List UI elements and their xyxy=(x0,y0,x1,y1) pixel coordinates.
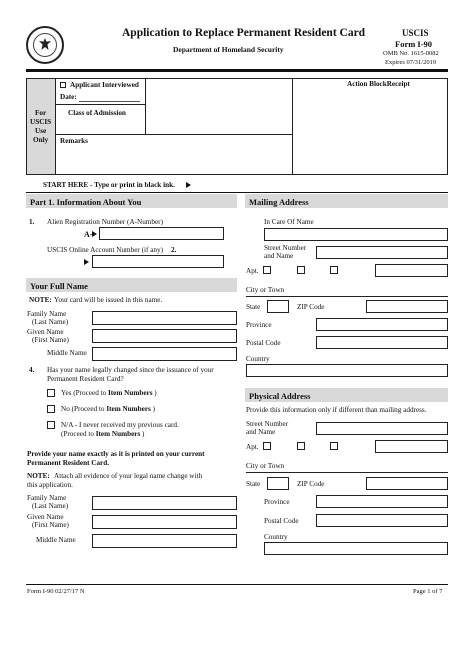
form-number: Form I-90 xyxy=(395,39,433,49)
name-change-question-1: Has your name legally changed since the issuance of your xyxy=(47,366,214,374)
mail-province-label: Province xyxy=(246,321,272,329)
family-name2-input[interactable] xyxy=(92,496,237,510)
name-note-text: Your card will be issued in this name. xyxy=(54,296,163,304)
yes-option-text: Yes (Proceed to xyxy=(61,389,107,397)
middle-name2-input[interactable] xyxy=(92,534,237,548)
a-number-prefix: A- xyxy=(84,230,93,239)
name-change-yes-checkbox[interactable] xyxy=(47,389,55,397)
uscis-side-label-1: For xyxy=(35,109,47,117)
note2-label: NOTE: xyxy=(27,472,50,480)
mail-apt-label: Apt. xyxy=(246,267,259,275)
yes-option-close: ) xyxy=(154,389,157,397)
online-account-input[interactable] xyxy=(92,255,224,268)
item4-number: 4. xyxy=(29,366,35,374)
physical-address-heading-text: Physical Address xyxy=(249,391,311,401)
mail-state-select[interactable] xyxy=(267,300,289,313)
provide-name-instruction-2: Permanent Resident Card. xyxy=(27,459,110,467)
dhs-seal-logo xyxy=(26,26,64,64)
page-number: Page 1 of 7 xyxy=(413,588,443,595)
phys-flr-checkbox[interactable] xyxy=(330,442,338,450)
phys-city-label: City or Town xyxy=(246,462,285,470)
na-option-line2 xyxy=(61,431,144,438)
a-number-label: Alien Registration Number (A-Number) xyxy=(47,218,163,226)
provide-name-instruction-1: Provide your name exactly as it is printed on your current xyxy=(27,450,205,458)
department-name: Department of Homeland Security xyxy=(173,45,284,54)
given-name-label: Given Name xyxy=(27,328,64,336)
note-label: NOTE: xyxy=(29,296,52,304)
mail-street-input[interactable] xyxy=(316,246,448,259)
form-title: Application to Replace Permanent Resident Card xyxy=(122,27,366,39)
divider xyxy=(55,134,292,135)
mail-zip-input[interactable] xyxy=(366,300,448,313)
applicant-interviewed-checkbox[interactable] xyxy=(60,82,66,88)
divider xyxy=(55,104,145,105)
phys-zip-label: ZIP Code xyxy=(297,480,325,488)
phys-postal-label: Postal Code xyxy=(264,517,299,525)
uscis-side-label-4: Only xyxy=(33,136,49,144)
legal-name-note-1: Attach all evidence of your legal name change with xyxy=(54,472,203,480)
mail-postal-input[interactable] xyxy=(316,336,448,349)
applicant-interviewed-label: Applicant Interviewed xyxy=(70,81,139,89)
na-option-text: (Proceed to xyxy=(61,430,94,438)
middle-name2-label: Middle Name xyxy=(36,536,76,544)
a-number-input[interactable] xyxy=(99,227,224,240)
family-name2-sublabel: (Last Name) xyxy=(32,502,69,510)
na-option-item-ref: Item Numbers xyxy=(95,430,141,438)
name-change-no-checkbox[interactable] xyxy=(47,405,55,413)
mail-zip-label: ZIP Code xyxy=(297,303,325,311)
form-edition: Form I-90 02/27/17 N xyxy=(27,588,85,595)
mail-city-label: City or Town xyxy=(246,286,285,294)
physical-address-note: Provide this information only if different than mailing address. xyxy=(246,406,427,414)
family-name2-label: Family Name xyxy=(27,494,67,502)
given-name2-label: Given Name xyxy=(27,513,64,521)
phys-street-label: Street Number xyxy=(246,420,289,428)
name-change-na-checkbox[interactable] xyxy=(47,421,55,429)
item1-number: 1. xyxy=(29,218,35,226)
section-divider xyxy=(26,192,448,193)
part1-heading xyxy=(26,194,237,208)
full-name-heading xyxy=(26,278,237,292)
mail-province-input[interactable] xyxy=(316,318,448,331)
action-block-label: Action BlockReceipt xyxy=(347,80,410,88)
phys-street-input[interactable] xyxy=(316,422,448,435)
arrow-right-icon xyxy=(84,259,89,265)
date-field[interactable] xyxy=(79,101,140,102)
full-name-heading-text: Your Full Name xyxy=(30,281,88,291)
phys-apt-checkbox[interactable] xyxy=(263,442,271,450)
given-name-input[interactable] xyxy=(92,329,237,343)
class-of-admission-label: Class of Admission xyxy=(68,109,126,117)
phys-state-label: State xyxy=(246,480,261,488)
mailing-address-heading xyxy=(245,194,448,208)
phys-ste-checkbox[interactable] xyxy=(297,442,305,450)
physical-address-heading xyxy=(245,388,448,402)
online-account-label: USCIS Online Account Number (if any) xyxy=(47,246,163,254)
phys-country-label: Country xyxy=(264,533,288,541)
no-option-text: No (Proceed to xyxy=(61,405,105,413)
start-here-instruction: START HERE - Type or print in black ink. xyxy=(43,181,175,189)
uscis-side-label-3: Use xyxy=(35,127,47,135)
phys-street-sublabel: and Name xyxy=(246,428,276,436)
divider xyxy=(145,78,146,135)
phys-province-label: Province xyxy=(264,498,290,506)
mailing-address-heading-text: Mailing Address xyxy=(249,197,309,207)
mail-state-label: State xyxy=(246,303,261,311)
mail-flr-checkbox[interactable] xyxy=(330,266,338,274)
middle-name-label: Middle Name xyxy=(47,349,87,357)
mail-country-input[interactable] xyxy=(246,364,448,377)
mail-street-label: Street Number xyxy=(264,244,307,252)
phys-apt-number-input[interactable] xyxy=(375,440,448,453)
phys-city-input[interactable] xyxy=(246,472,448,473)
phys-province-input[interactable] xyxy=(316,495,448,508)
arrow-right-icon xyxy=(92,231,97,237)
family-name-input[interactable] xyxy=(92,311,237,325)
yes-option-item-ref: Item Numbers xyxy=(107,389,153,397)
given-name2-input[interactable] xyxy=(92,515,237,529)
legal-name-note-2: this application. xyxy=(27,481,73,489)
footer-divider xyxy=(26,584,448,585)
care-of-input[interactable] xyxy=(264,228,448,241)
mail-ste-checkbox[interactable] xyxy=(297,266,305,274)
family-name-label: Family Name xyxy=(27,310,67,318)
mail-postal-label: Postal Code xyxy=(246,339,281,347)
care-of-label: In Care Of Name xyxy=(264,218,314,226)
mail-country-label: Country xyxy=(246,355,270,363)
date-label: Date: xyxy=(60,93,77,101)
divider xyxy=(292,78,293,175)
mail-apt-checkbox[interactable] xyxy=(263,266,271,274)
uscis-use-box xyxy=(26,78,448,175)
header-divider xyxy=(26,69,448,72)
yes-option-label xyxy=(61,390,157,397)
item2-number: 2. xyxy=(171,246,177,254)
expiration-date: Expires 07/31/2019 xyxy=(385,59,437,66)
no-option-close: ) xyxy=(152,405,156,413)
mail-apt-number-input[interactable] xyxy=(375,264,448,277)
given-name2-sublabel: (First Name) xyxy=(32,521,69,529)
na-option-close: ) xyxy=(142,430,145,438)
uscis-side-label-2: USCIS xyxy=(30,118,52,126)
name-change-question-2: Permanent Resident Card? xyxy=(47,375,124,383)
phys-apt-label: Apt. xyxy=(246,443,259,451)
phys-state-select[interactable] xyxy=(267,477,289,490)
na-option-label: N/A - I never received my previous card. xyxy=(61,421,179,429)
remarks-label: Remarks xyxy=(60,137,88,145)
divider xyxy=(55,78,56,175)
phys-zip-input[interactable] xyxy=(366,477,448,490)
no-option-label xyxy=(61,406,155,413)
phys-country-input[interactable] xyxy=(264,542,448,555)
omb-number: OMB No. 1615-0082 xyxy=(383,50,439,57)
agency-name: USCIS xyxy=(402,28,429,38)
arrow-right-icon xyxy=(186,182,191,188)
given-name-sublabel: (First Name) xyxy=(32,336,69,344)
no-option-item-ref: Item Numbers xyxy=(106,405,151,413)
family-name-sublabel: (Last Name) xyxy=(32,318,69,326)
middle-name-input[interactable] xyxy=(92,347,237,361)
mail-city-input[interactable] xyxy=(246,296,448,297)
part1-heading-text: Part 1. Information About You xyxy=(30,197,142,207)
phys-postal-input[interactable] xyxy=(316,514,448,527)
mail-street-sublabel: and Name xyxy=(264,252,294,260)
